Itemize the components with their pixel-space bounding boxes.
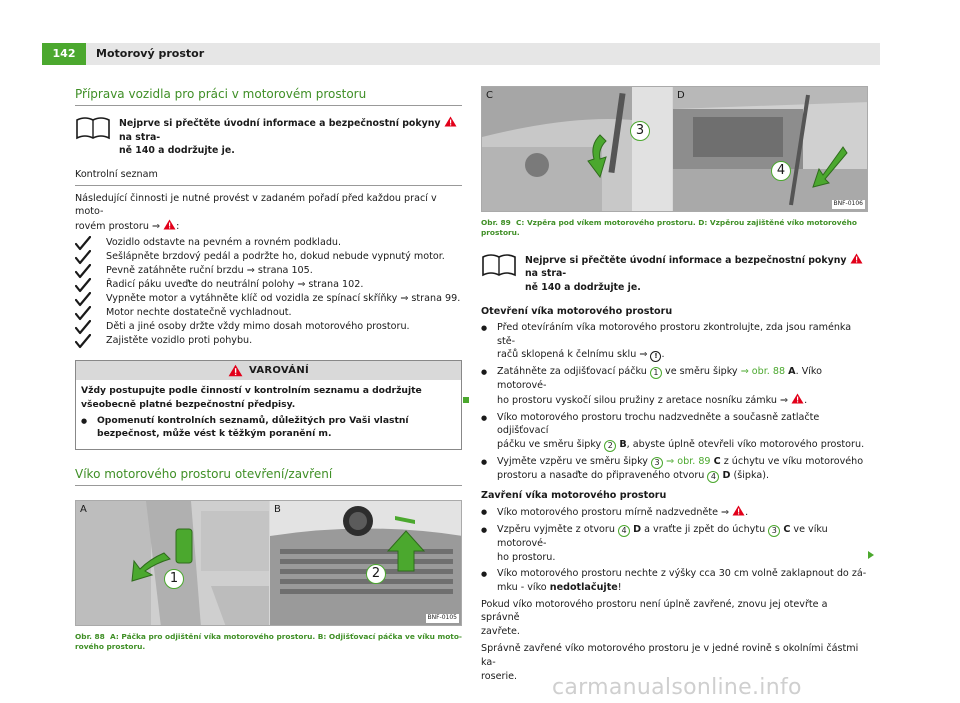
close-title: Zavření víka motorového prostoru	[481, 489, 667, 501]
checklist	[75, 236, 462, 348]
checkmark-icon	[75, 292, 91, 307]
checklist-item: Zajistěte vozidlo proti pohybu.	[75, 334, 462, 348]
marker-4: 4	[707, 471, 719, 483]
left-column	[75, 86, 462, 652]
warning-triangle-icon	[850, 253, 863, 264]
strut-secured-illustration	[673, 87, 868, 212]
watermark: carmanualsonline.info	[552, 675, 802, 700]
close-step: ● Vzpěru vyjměte z otvoru 4 D a vraťte ji zpět do úchytu 3 C ve víku motorové- ho prostoru.	[481, 523, 868, 564]
close-step: ● Víko motorového prostoru mírně nadzvedněte ⇒ .	[481, 505, 868, 520]
close-paragraph: Správně zavřené víko motorového prostoru je v jedné rovině s okolními částmi ka- roserie.	[481, 643, 859, 682]
figure-panel-b	[270, 501, 462, 625]
checkmark-icon	[75, 306, 91, 321]
warning-title: VAROVÁNÍ	[248, 364, 310, 376]
info-icon: !	[650, 351, 661, 362]
warning-triangle-icon	[228, 364, 243, 377]
page-number: 142	[42, 43, 86, 65]
figure-marker-2: 2	[366, 564, 386, 584]
warning-body	[76, 380, 461, 448]
figure-ref[interactable]: ⇒ obr. 88	[740, 366, 786, 378]
note-text: Nejprve si přečtěte úvodní informace a bezpečnostní pokyny na stra- ně 140 a dodržujte je.	[119, 116, 462, 158]
note-block	[481, 253, 868, 295]
close-paragraph: Pokud víko motorového prostoru není úplně zavřené, znovu jej otevřte a správně zavřete.	[481, 598, 828, 637]
checklist-title: Kontrolní seznam	[75, 168, 462, 186]
chapter-bar	[86, 43, 880, 65]
strut-under-hood-illustration	[482, 87, 672, 212]
figure-88	[75, 500, 462, 626]
open-step: ● Před otevíráním víka motorového prostoru zkontrolujte, zda jsou raménka stě- račů sklopená k čelnímu sklu ⇒ ! .	[481, 321, 868, 362]
warning-triangle-icon	[444, 116, 457, 127]
checkmark-icon	[75, 236, 91, 251]
marker-3: 3	[768, 525, 780, 537]
checkmark-icon	[75, 250, 91, 265]
figure-89	[481, 86, 868, 212]
checklist-item: Vypněte motor a vytáhněte klíč od vozidla ze spínací skříňky ⇒ strana 99.	[75, 292, 462, 306]
checklist-intro: Následující činnosti je nutné provést v zadaném pořadí před každou prací v moto- rovém prostoru ⇒ :	[75, 192, 437, 232]
section-end-marker	[463, 397, 469, 403]
warning-header	[76, 361, 461, 380]
figure-88-caption: Obr. 88 A: Páčka pro odjištění víka motorového prostoru. B: Odjišťovací páčka ve víku moto- rového prostoru.	[75, 631, 462, 652]
marker-4: 4	[618, 525, 630, 537]
warning-triangle-icon	[163, 219, 176, 230]
warning-triangle-icon	[791, 393, 804, 404]
close-step: ● Víko motorového prostoru nechte z výšky cca 30 cm volně zaklapnout do zá- mku - víko nedotlačujte!	[481, 567, 868, 594]
open-title: Otevření víka motorového prostoru	[481, 305, 673, 317]
checklist-item: Motor nechte dostatečně vychladnout.	[75, 306, 462, 320]
checkmark-icon	[75, 264, 91, 279]
note-block	[75, 116, 462, 158]
figure-89-caption: Obr. 89 C: Vzpěra pod víkem motorového prostoru. D: Vzpěrou zajištěné víko motorového prostoru.	[481, 218, 857, 238]
note-text: Nejprve si přečtěte úvodní informace a bezpečnostní pokyny na stra- ně 140 a dodržujte je.	[525, 253, 868, 295]
checklist-item: Řadicí páku uveďte do neutrální polohy ⇒ strana 102.	[75, 278, 462, 292]
open-step: ● Víko motorového prostoru trochu nadzvedněte a současně zatlačte odjišťovací páčku ve směru šipky 2 B, abyste úplně otevřeli víko motorového prostoru.	[481, 411, 868, 452]
marker-1: 1	[650, 367, 662, 379]
figure-panel-c	[482, 87, 672, 211]
section-title-preparation: Příprava vozidla pro práci v motorovém prostoru	[75, 86, 462, 106]
checklist-item: Děti a jiné osoby držte vždy mimo dosah motorového prostoru.	[75, 320, 462, 334]
continue-arrow-icon	[868, 551, 874, 559]
open-step: ● Zatáhněte za odjišťovací páčku 1 ve směru šipky ⇒ obr. 88 A. Víko motorové- ho prostoru vyskočí silou pružiny z aretace nosníku zámku ⇒ .	[481, 365, 868, 407]
marker-2: 2	[604, 440, 616, 452]
checklist-item: Sešlápněte brzdový pedál a podržte ho, dokud nebude vypnutý motor.	[75, 250, 462, 264]
checklist-item: Vozidlo odstavte na pevném a rovném podkladu.	[75, 236, 462, 250]
figure-marker-4: 4	[771, 161, 791, 181]
figure-code: BNF-0105	[427, 614, 457, 622]
warning-para: Vždy postupujte podle činností v kontrolním seznamu a dodržujte všeobecně platné bezpečnostní předpisy.	[81, 385, 422, 410]
warning-triangle-icon	[732, 505, 745, 516]
grille-illustration	[270, 501, 462, 626]
figure-label-a: A	[80, 503, 87, 515]
checkmark-icon	[75, 334, 91, 349]
figure-ref[interactable]: ⇒ obr. 89	[666, 455, 711, 467]
chapter-title: Motorový prostor	[96, 47, 205, 60]
lever-illustration	[76, 501, 269, 626]
warning-box	[75, 360, 462, 449]
figure-label-d: D	[677, 90, 685, 101]
checkmark-icon	[75, 320, 91, 335]
figure-label-b: B	[274, 503, 281, 515]
figure-label-c: C	[486, 90, 493, 101]
figure-panel-a	[76, 501, 269, 625]
book-icon	[481, 253, 517, 279]
book-icon	[75, 116, 111, 142]
open-step: ● Vyjměte vzpěru ve směru šipky 3 ⇒ obr. 89 C z úchytu ve víku motorového prostoru a nasaďte do připraveného otvoru 4 D (šipka).	[481, 455, 868, 483]
figure-marker-1: 1	[164, 569, 184, 589]
figure-panel-d	[673, 87, 868, 211]
warning-bullet: ● Opomenutí kontrolních seznamů, důležitých pro Vaši vlastní bezpečnost, může vést k těžkým poranění m.	[81, 414, 456, 441]
checklist-item: Pevně zatáhněte ruční brzdu ⇒ strana 105.	[75, 264, 462, 278]
right-column	[481, 86, 868, 686]
checkmark-icon	[75, 278, 91, 293]
section-title-hood: Víko motorového prostoru otevření/zavření	[75, 466, 462, 486]
figure-code: BNF-0106	[833, 200, 863, 208]
marker-3: 3	[651, 457, 663, 469]
figure-marker-3: 3	[630, 121, 650, 141]
page-header	[0, 43, 960, 65]
